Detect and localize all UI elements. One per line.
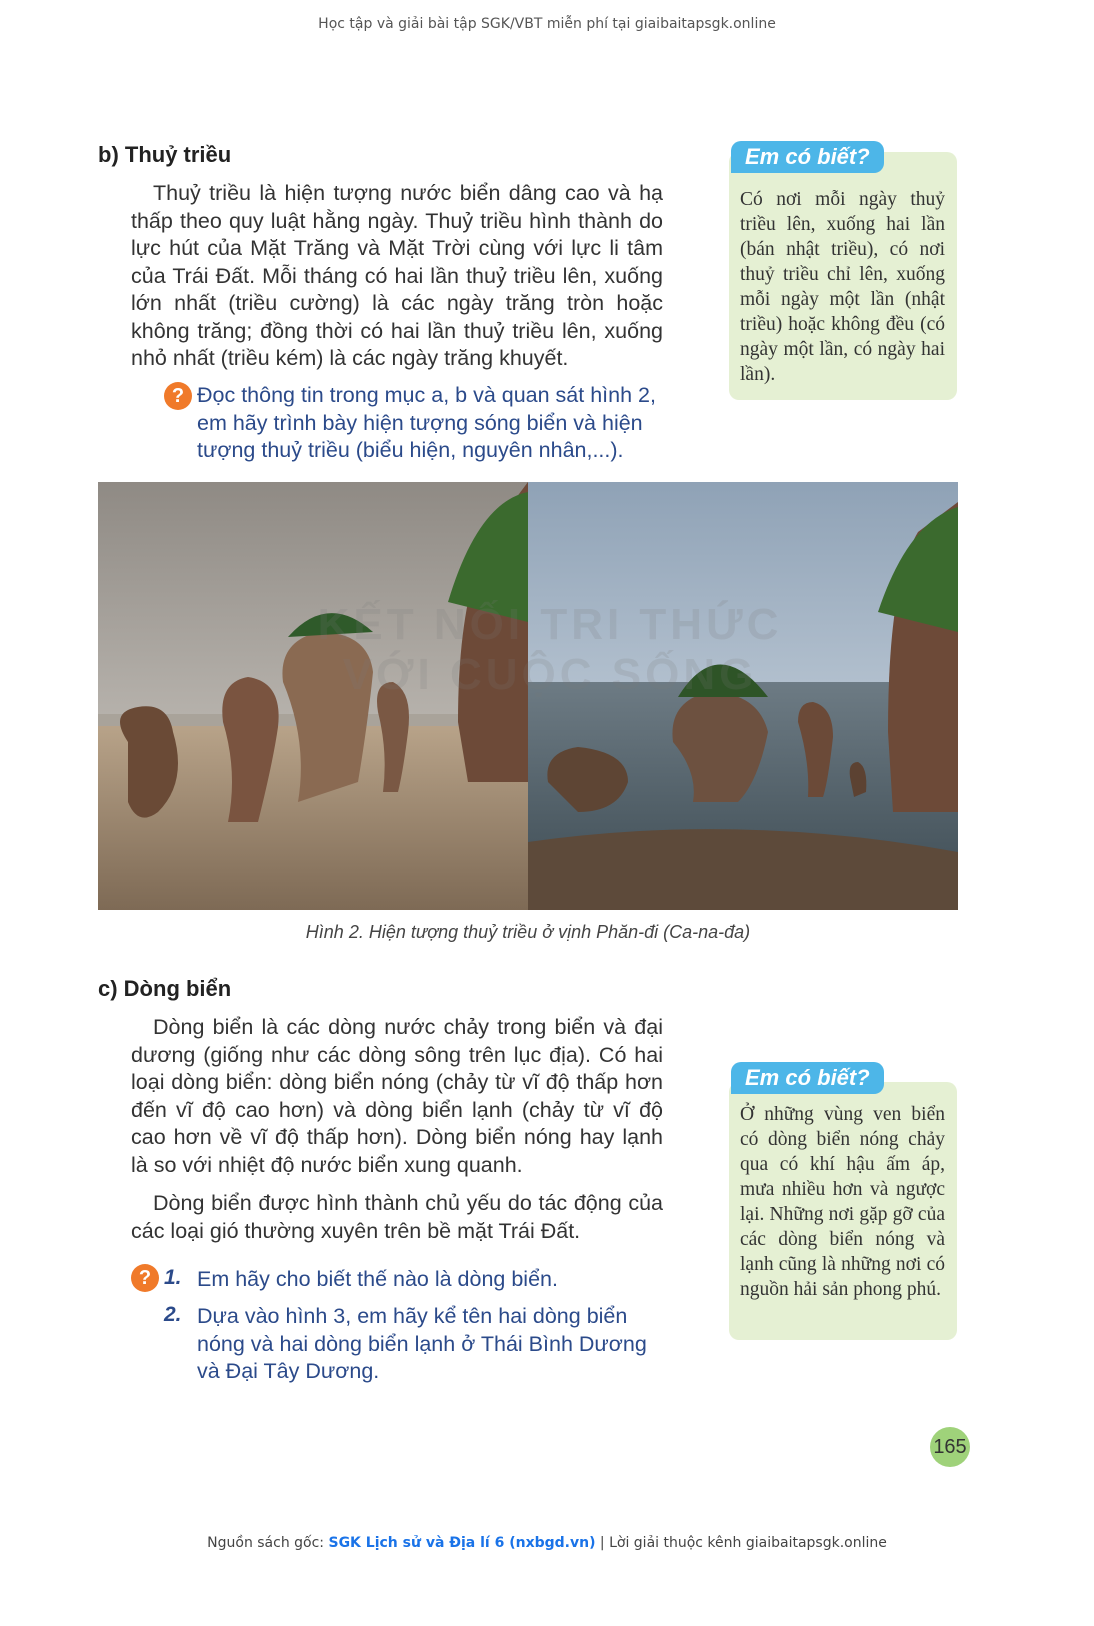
page-number: 165 — [930, 1427, 970, 1467]
did-you-know-text: Ở những vùng ven biển có dòng biển nóng chảy qua có khí hậu ấm áp, mưa nhiều hơn và ngược lại. Những nơi gặp gỡ của các dòng biển nóng và lạnh cũng là những nơi có nguồn hải sản phong phú. — [740, 1104, 945, 1300]
question-2-number: 2. — [164, 1303, 182, 1326]
footer-prefix: Nguồn sách gốc: — [207, 1535, 329, 1551]
question-1: Em hãy cho biết thế nào là dòng biển. — [197, 1267, 558, 1291]
section-b-heading: b) Thuỷ triều — [98, 142, 232, 167]
did-you-know-text: Có nơi mỗi ngày thuỷ triều lên, xuống hai lần (bán nhật triều), có nơi thuỷ triều chỉ lên, xuống mỗi ngày một lần (nhật triều) hoặc không đều (có ngày một lần, có ngày hai lần). — [740, 189, 945, 385]
publisher-watermark — [250, 600, 850, 700]
watermark-line-1: KẾT NỐI TRI THỨC — [317, 600, 783, 649]
did-you-know-tag: Em có biết? — [731, 1062, 884, 1094]
section-c-paragraph-2: Dòng biển được hình thành chủ yếu do tác động của các loại gió thường xuyên trên bề mặt Trái Đất. — [131, 1191, 663, 1243]
footer-suffix: | Lời giải thuộc kênh giaibaitapsgk.online — [595, 1535, 887, 1551]
question-icon: ? — [131, 1264, 159, 1292]
section-c-heading: c) Dòng biển — [98, 976, 232, 1001]
footer — [0, 1535, 1094, 1551]
section-b-paragraph: Thuỷ triều là hiện tượng nước biển dâng cao và hạ thấp theo quy luật hằng ngày. Thuỷ triều hình thành do lực hút của Mặt Trăng và Mặt Trời cùng với lực li tâm của Trái Đất. Mỗi tháng có hai lần thuỷ triều lên, xuống lớn nhất (triều cường) là các ngày trăng tròn hoặc không trăng; đồng thời có hai lần thuỷ triều lên, xuống nhỏ nhất (triều kém) là các ngày trăng khuyết. — [131, 181, 663, 370]
watermark-line-2: VỚI CUỘC SỐNG — [342, 650, 758, 699]
footer-source-link[interactable]: SGK Lịch sử và Địa lí 6 (nxbgd.vn) — [328, 1535, 596, 1551]
section-c-paragraph-1: Dòng biển là các dòng nước chảy trong biển và đại dương (giống như các dòng sông trên lục địa). Có hai loại dòng biển: dòng biển nóng (chảy từ vĩ độ thấp hơn đến vĩ độ cao hơn) và dòng biển lạnh (chảy từ vĩ độ cao hơn về vĩ độ thấp hơn). Dòng biển nóng hay lạnh là so với nhiệt độ nước biển xung quanh. — [131, 1015, 663, 1177]
question-2: Dựa vào hình 3, em hãy kể tên hai dòng biển nóng và hai dòng biển lạnh ở Thái Bình Dương và Đại Tây Dương. — [197, 1304, 647, 1383]
question-1-number: 1. — [164, 1266, 182, 1289]
question-icon: ? — [164, 382, 192, 410]
header-note: Học tập và giải bài tập SGK/VBT miễn phí tại giaibaitapsgk.online — [318, 16, 776, 32]
section-b-question: Đọc thông tin trong mục a, b và quan sát hình 2, em hãy trình bày hiện tượng sóng biển và hiện tượng thuỷ triều (biểu hiện, nguyên nhân,...). — [197, 383, 656, 462]
did-you-know-tag: Em có biết? — [731, 141, 884, 173]
figure-caption: Hình 2. Hiện tượng thuỷ triều ở vịnh Phăn-đi (Ca-na-đa) — [305, 922, 751, 942]
